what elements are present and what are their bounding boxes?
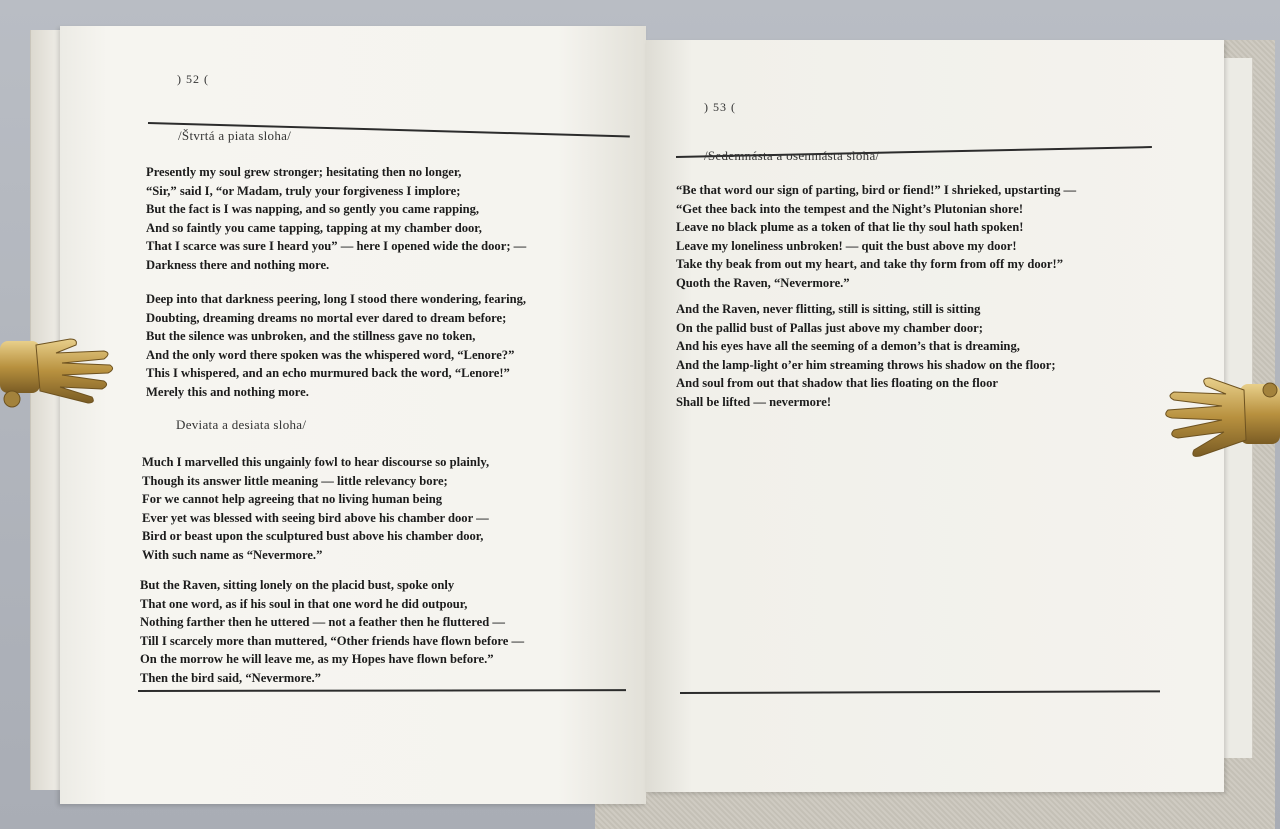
right-page-number: ) 53 ( bbox=[704, 100, 736, 114]
poem-line: Ever yet was blessed with seeing bird above his chamber door — bbox=[142, 510, 489, 525]
poem-line: Quoth the Raven, “Nevermore.” bbox=[676, 275, 850, 290]
poem-line: Take thy beak from out my heart, and take thy form from off my door!” bbox=[676, 257, 1063, 272]
poem-line: But the fact is I was napping, and so gently you came rapping, bbox=[146, 202, 480, 217]
poem-line: Then the bird said, “Nevermore.” bbox=[140, 670, 321, 685]
left-heading-1: /Štvrtá a piata sloha/ bbox=[178, 128, 292, 143]
poem-line: Leave my loneliness unbroken! — quit the bust above my door! bbox=[676, 238, 1017, 253]
poem-line: Shall be lifted — nevermore! bbox=[676, 394, 832, 409]
bottom-rule-right bbox=[680, 690, 1160, 694]
poem-line: Bird or beast upon the sculptured bust above his chamber door, bbox=[142, 529, 484, 544]
poem-line: And the Raven, never flitting, still is sitting, still is sitting bbox=[676, 302, 981, 316]
poem-line: But the silence was unbroken, and the stillness gave no token, bbox=[146, 329, 476, 344]
left-stanza-2 bbox=[146, 290, 526, 402]
brass-hand-clip-left-icon bbox=[0, 325, 118, 415]
right-stanza-1 bbox=[676, 181, 1076, 293]
bottom-rule-left bbox=[138, 689, 626, 692]
left-page bbox=[60, 26, 646, 804]
poem-line: That one word, as if his soul in that one word he did outpour, bbox=[140, 596, 468, 611]
poem-line: Darkness there and nothing more. bbox=[146, 257, 330, 272]
poem-line: And so faintly you came tapping, tapping at my chamber door, bbox=[146, 220, 482, 235]
poem-line: Nothing farther then he uttered — not a feather then he fluttered — bbox=[140, 615, 505, 630]
poem-line: “Get thee back into the tempest and the Night’s Plutonian shore! bbox=[676, 201, 1024, 216]
poem-line: Presently my soul grew stronger; hesitating then no longer, bbox=[146, 165, 462, 179]
poem-line: Much I marvelled this ungainly fowl to hear discourse so plainly, bbox=[142, 455, 490, 469]
left-heading-2: Deviata a desiata sloha/ bbox=[176, 417, 307, 432]
poem-line: That I scarce was sure I heard you” — here I opened wide the door; — bbox=[146, 239, 527, 254]
poem-line: Doubting, dreaming dreams no mortal ever dared to dream before; bbox=[146, 310, 507, 325]
poem-line: And his eyes have all the seeming of a demon’s that is dreaming, bbox=[676, 339, 1020, 354]
brass-hand-clip-right-icon bbox=[1160, 370, 1280, 465]
left-stanza-4 bbox=[140, 576, 524, 688]
poem-line: On the morrow he will leave me, as my Hopes have flown before.” bbox=[140, 652, 494, 667]
poem-line: With such name as “Nevermore.” bbox=[142, 547, 323, 562]
poem-line: Though its answer little meaning — little relevancy bore; bbox=[142, 473, 448, 488]
poem-line: This I whispered, and an echo murmured back the word, “Lenore!” bbox=[146, 366, 510, 381]
poem-line: And soul from out that shadow that lies floating on the floor bbox=[676, 376, 998, 391]
left-stanza-1 bbox=[146, 163, 526, 275]
poem-line: “Sir,” said I, “or Madam, truly your forgiveness I implore; bbox=[146, 183, 461, 198]
poem-line: Leave no black plume as a token of that lie thy soul hath spoken! bbox=[676, 220, 1024, 235]
poem-line: But the Raven, sitting lonely on the placid bust, spoke only bbox=[140, 578, 455, 592]
poem-line: For we cannot help agreeing that no living human being bbox=[142, 492, 443, 507]
poem-line: Merely this and nothing more. bbox=[146, 384, 309, 399]
right-heading: /Sedemnásta a osemnásta sloha/ bbox=[704, 148, 880, 163]
left-page-number: ) 52 ( bbox=[177, 72, 209, 86]
poem-line: And the only word there spoken was the whispered word, “Lenore?” bbox=[146, 347, 515, 362]
poem-line: Deep into that darkness peering, long I stood there wondering, fearing, bbox=[146, 292, 527, 306]
left-stanza-3 bbox=[142, 453, 489, 565]
poem-line: “Be that word our sign of parting, bird or fiend!” I shrieked, upstarting — bbox=[676, 183, 1077, 197]
poem-line: Till I scarcely more than muttered, “Other friends have flown before — bbox=[140, 633, 525, 648]
poem-line: And the lamp-light o’er him streaming throws his shadow on the floor; bbox=[676, 357, 1056, 372]
poem-line: On the pallid bust of Pallas just above my chamber door; bbox=[676, 320, 983, 335]
right-page bbox=[646, 40, 1224, 792]
right-stanza-2 bbox=[676, 300, 1056, 412]
